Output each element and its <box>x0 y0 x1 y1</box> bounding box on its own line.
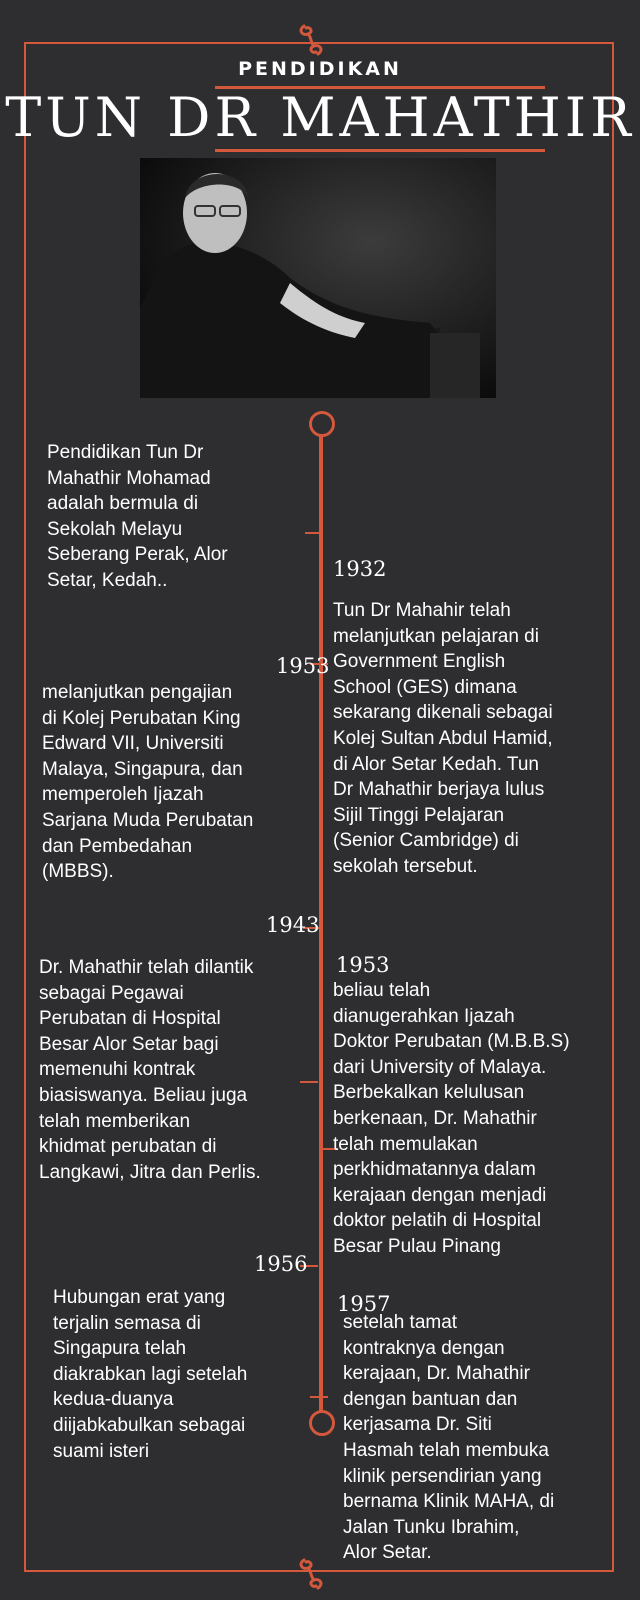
flourish-ornament-icon <box>296 1556 326 1592</box>
timeline-line <box>319 427 323 1412</box>
timeline-year: 1956 <box>254 1252 308 1276</box>
timeline-entry-text: Pendidikan Tun Dr Mahathir Mohamad adalah bermula di Sekolah Melayu Seberang Perak, Alor Setar, Kedah.. <box>47 442 228 591</box>
timeline-year: 1943 <box>266 913 320 937</box>
timeline-start-node <box>309 411 335 437</box>
timeline-entry-text: melanjutkan pengajian di Kolej Perubatan King Edward VII, Universiti Malaya, Singapura, dan memperoleh Ijazah Sarjana Muda Perubatan dan Pembedahan (MBBS). <box>42 682 254 883</box>
timeline-entry-text: setelah tamat kontraknya dengan kerajaan, Dr. Mahathir dengan bantuan dan kerjasama Dr. Siti Hasmah telah membuka klinik persendirian yang bernama Klinik MAHA, di Jalan Tunku Ibrahim, Alor Setar. <box>343 1312 555 1564</box>
page-title: TUN DR MAHATHIR <box>5 86 635 149</box>
flourish-ornament-icon <box>296 22 326 58</box>
timeline-year: 1953 <box>276 654 330 678</box>
timeline-entry-text: Hubungan erat yang terjalin semasa di Singapura telah diakrabkan lagi setelah kedua-duanya diijabkabulkan sebagai suami isteri <box>53 1287 248 1462</box>
portrait-photo <box>140 158 496 398</box>
timeline-year: 1957 <box>337 1292 391 1316</box>
timeline-year: 1932 <box>333 557 387 581</box>
page-kicker: PENDIDIKAN <box>238 58 402 80</box>
timeline-year: 1953 <box>336 953 390 977</box>
timeline-entry-text: Dr. Mahathir telah dilantik sebagai Pegawai Perubatan di Hospital Besar Alor Setar bagi memenuhi kontrak biasiswanya. Beliau juga telah memberikan khidmat perubatan di Langkawi, Jitra dan Perlis. <box>39 957 261 1183</box>
timeline-entry-text: beliau telah dianugerahkan Ijazah Doktor Perubatan (M.B.B.S) dari University of Malaya. Berbekalkan kelulusan berkenaan, Dr. Mahathir telah memulakan perkhidmatannya dalam kerajaan dengan menjadi doktor pelatih di Hospital Besar Pulau Pinang <box>333 980 570 1257</box>
timeline-tick <box>305 532 323 534</box>
header-rule-bottom <box>215 149 545 152</box>
timeline-entry-text: Tun Dr Mahahir telah melanjutkan pelajaran di Government English School (GES) dimana sekarang dikenali sebagai Kolej Sultan Abdul Hamid, di Alor Setar Kedah. Tun Dr Mahathir berjaya lulus Sijil Tinggi Pelajaran (Senior Cambridge) di sekolah tersebut. <box>333 600 553 877</box>
